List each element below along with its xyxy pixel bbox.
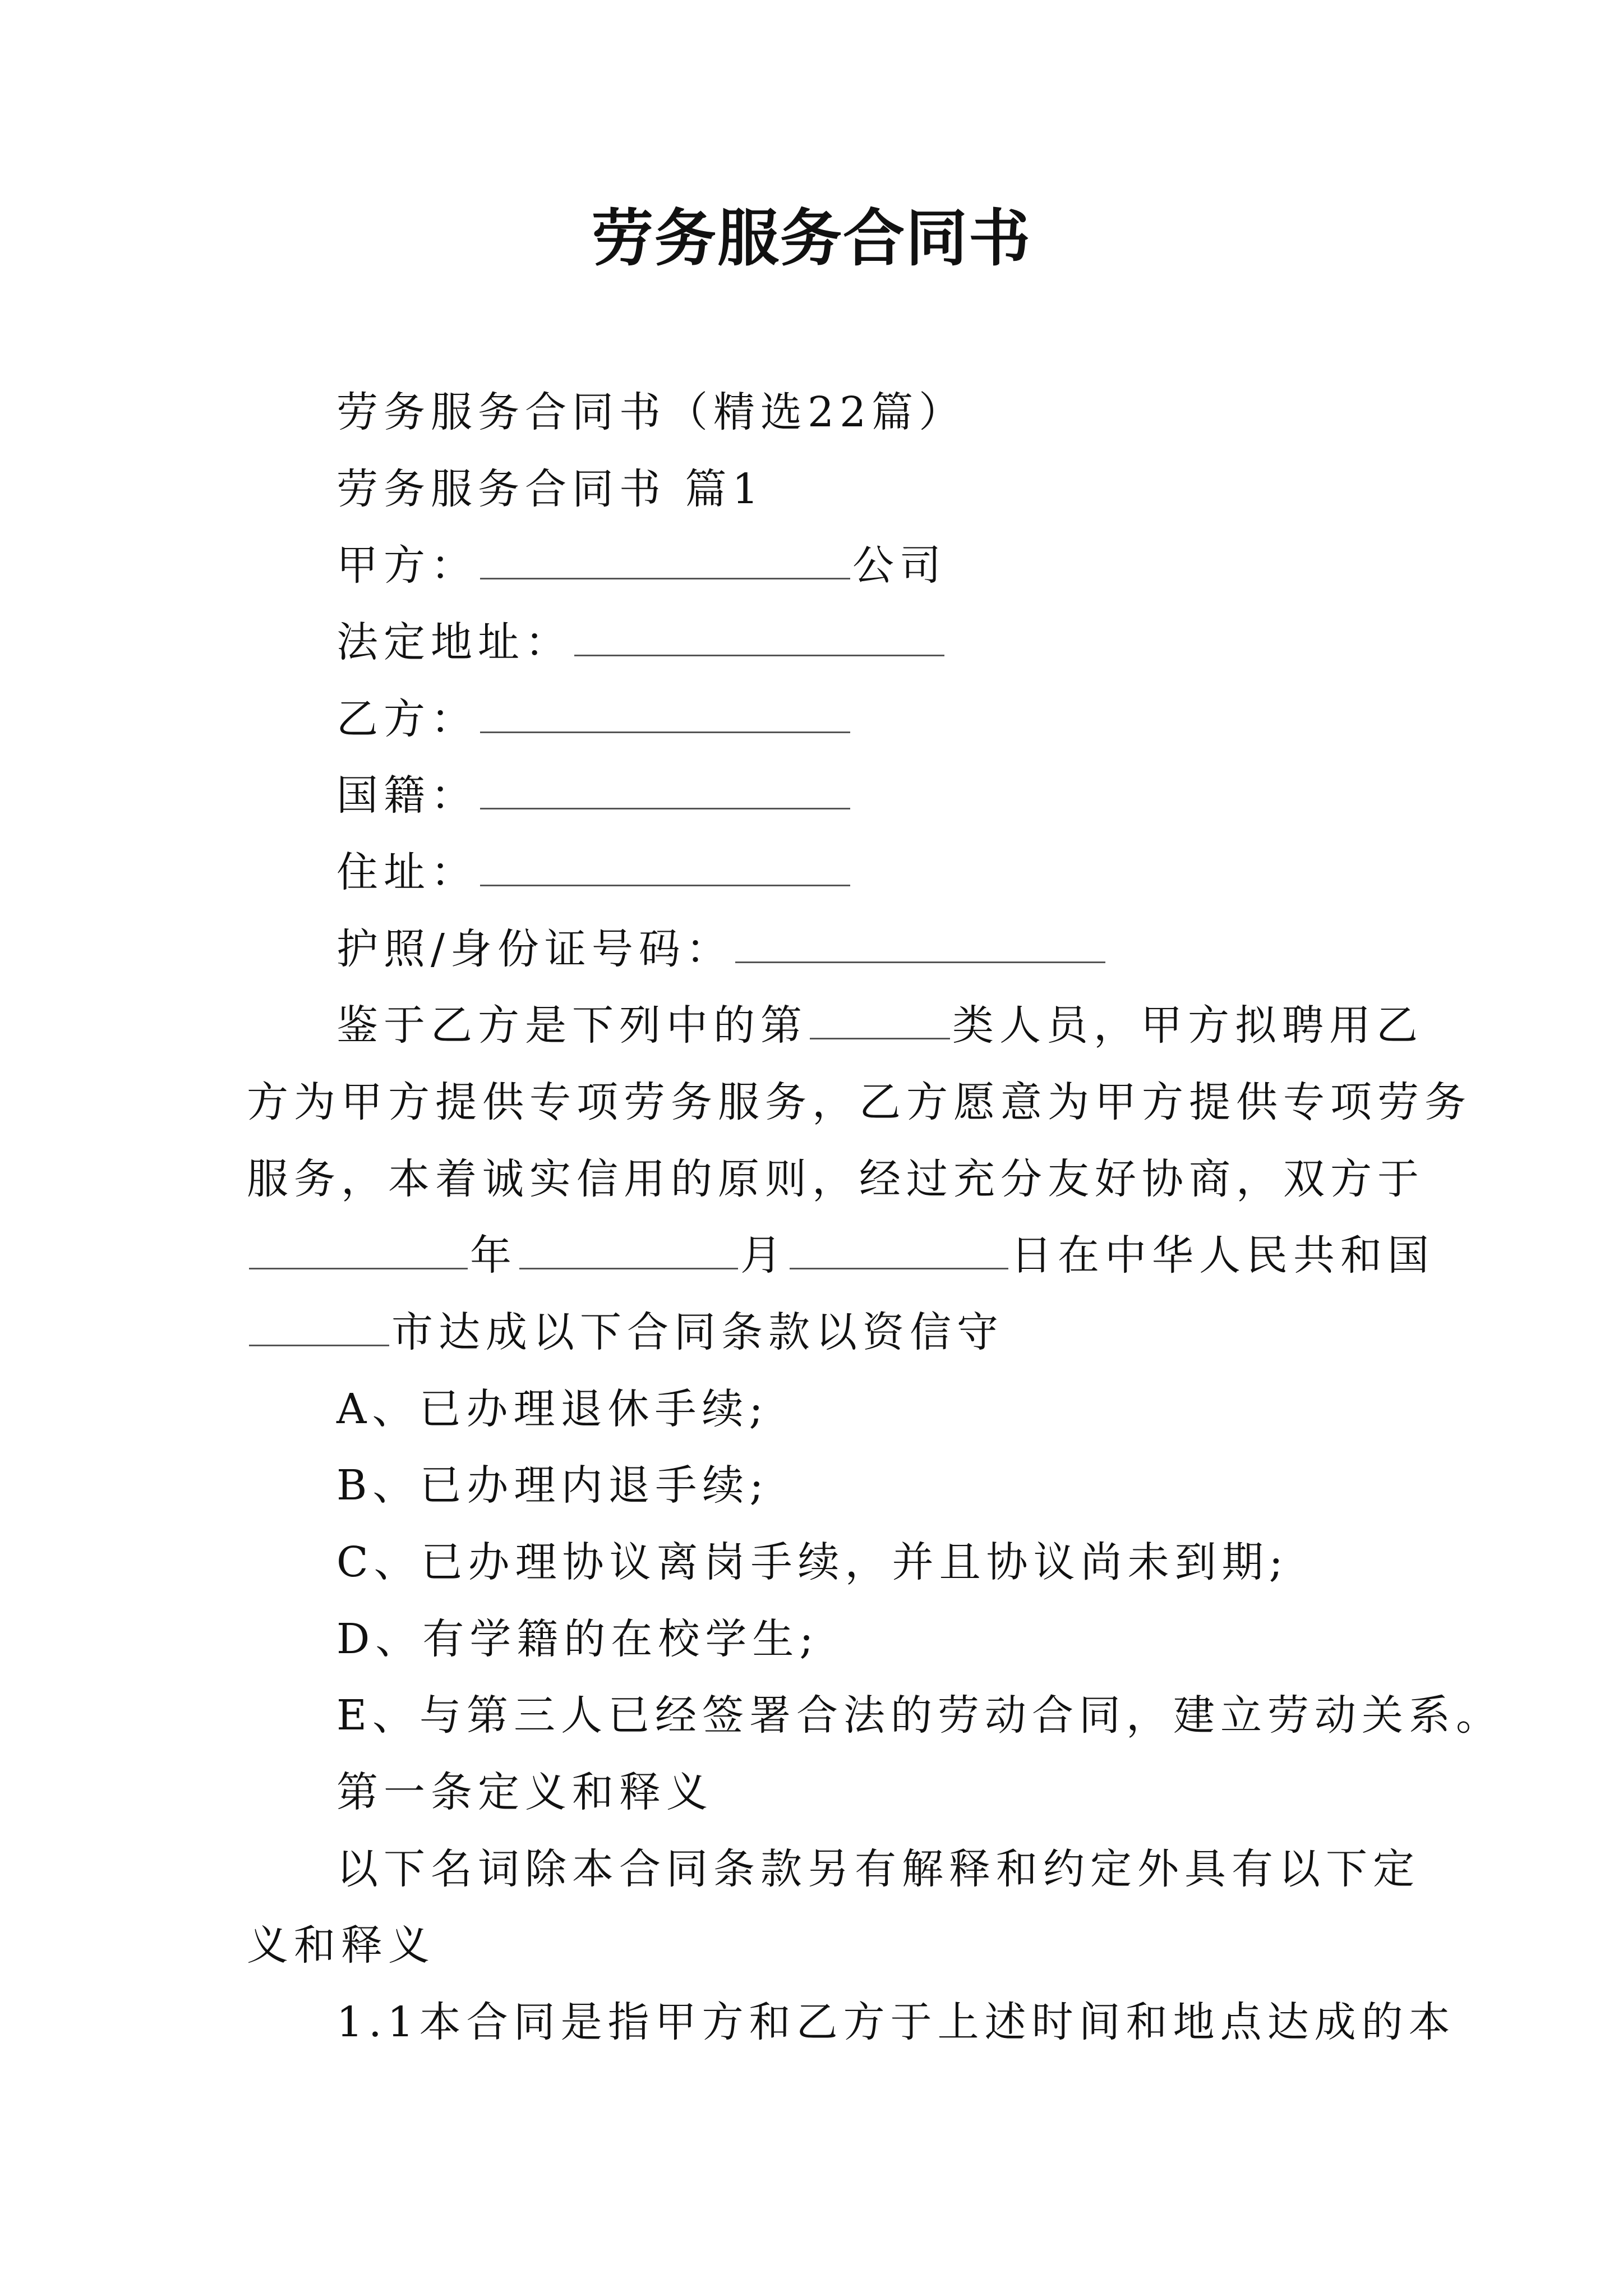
day-blank — [790, 1228, 1008, 1269]
nationality-field — [336, 765, 852, 826]
preamble-line-5-text: 市达成以下合同条款以资信守 — [391, 1308, 1004, 1356]
nationality-blank — [480, 769, 850, 809]
residence-field — [336, 841, 852, 903]
preamble-line-4 — [247, 1225, 1435, 1286]
party-b-label: 乙方： — [336, 695, 478, 743]
list-item: D、有学籍的在校学生; — [336, 1615, 819, 1663]
article-1-heading: 第一条定义和释义 — [336, 1768, 713, 1816]
legal-address-label: 法定地址： — [336, 618, 572, 666]
preamble-line-1b: 类人员，甲方拟聘用乙 — [952, 1001, 1423, 1050]
residence-blank — [480, 845, 850, 886]
party-a-field — [336, 535, 947, 596]
article-1-body-line-2: 义和释义 — [247, 1921, 435, 1970]
list-item: A、已办理退休手续; — [336, 1385, 769, 1433]
document-subtitle: 劳务服务合同书（精选22篇） — [336, 388, 966, 436]
party-a-label: 甲方： — [336, 541, 478, 590]
id-number-field — [336, 918, 1108, 980]
preamble-line-3: 服务，本着诚实信用的原则，经过充分友好协商，双方于 — [247, 1155, 1424, 1203]
residence-label: 住址： — [336, 848, 478, 896]
preamble-line-1 — [336, 995, 1423, 1056]
preamble-line-1a: 鉴于乙方是下列中的第 — [336, 1001, 808, 1050]
preamble-line-2: 方为甲方提供专项劳务服务，乙方愿意为甲方提供专项劳务 — [247, 1078, 1472, 1126]
id-number-label: 护照/身份证号码： — [336, 925, 733, 973]
party-a-blank — [480, 539, 850, 579]
list-item: B、已办理内退手续; — [336, 1461, 769, 1510]
preamble-line-5 — [247, 1301, 1004, 1363]
year-label: 年 — [470, 1231, 517, 1280]
legal-address-blank — [574, 615, 944, 656]
party-a-suffix: 公司 — [852, 541, 947, 590]
list-item: C、已办理协议离岗手续，并且协议尚未到期; — [336, 1538, 1289, 1586]
category-blank — [810, 999, 950, 1039]
party-b-field — [336, 688, 852, 750]
legal-address-field — [336, 611, 947, 673]
nationality-label: 国籍： — [336, 771, 478, 820]
article-1-body-line-1: 以下名词除本合同条款另有解释和约定外具有以下定 — [336, 1845, 1420, 1893]
section-heading: 劳务服务合同书 篇1 — [336, 465, 764, 513]
year-blank — [249, 1228, 468, 1269]
clause-1-1: 1.1本合同是指甲方和乙方于上述时间和地点达成的本 — [336, 1998, 1456, 2046]
list-item: E、与第三人已经签署合法的劳动合同，建立劳动关系。 — [336, 1691, 1504, 1740]
month-label: 月 — [740, 1231, 787, 1280]
id-number-blank — [735, 922, 1105, 963]
party-b-blank — [480, 692, 850, 733]
city-blank — [249, 1305, 389, 1346]
day-label: 日在中华人民共和国 — [1011, 1231, 1435, 1280]
month-blank — [519, 1228, 738, 1269]
document-title: 劳务服务合同书 — [592, 203, 1031, 274]
